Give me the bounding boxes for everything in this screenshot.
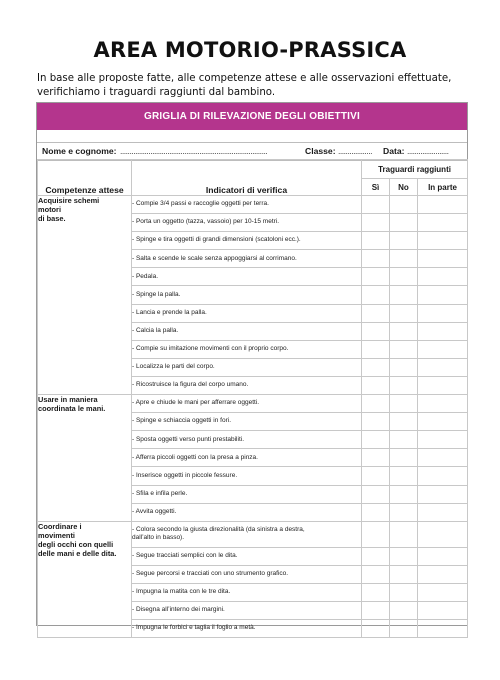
check-cell-no[interactable] bbox=[390, 449, 418, 467]
indicator-cell: - Localizza le parti del corpo. bbox=[132, 358, 362, 376]
check-cell-no[interactable] bbox=[390, 376, 418, 394]
indicator-cell: - Segue tracciati semplici con le dita. bbox=[132, 547, 362, 565]
indicator-cell bbox=[132, 521, 362, 547]
check-cell-in-parte[interactable] bbox=[418, 376, 468, 394]
check-cell-si[interactable] bbox=[362, 250, 390, 268]
indicator-cell: - Afferra piccoli oggetti con la presa a pinza. bbox=[132, 449, 362, 467]
header-in-parte: In parte bbox=[418, 179, 468, 196]
name-label: Nome e cognome: bbox=[42, 146, 117, 156]
competence-line: di base. bbox=[38, 214, 66, 223]
check-cell-no[interactable] bbox=[390, 521, 418, 547]
check-cell-si[interactable] bbox=[362, 467, 390, 485]
check-cell-in-parte[interactable] bbox=[418, 565, 468, 583]
table-row bbox=[38, 196, 468, 214]
competence-cell bbox=[38, 395, 132, 522]
intro-line: In base alle proposte fatte, alle competenze attese e alle osservazioni effettuate, bbox=[37, 73, 452, 84]
page-title: AREA MOTORIO-PRASSICA bbox=[93, 38, 407, 62]
check-cell-si[interactable] bbox=[362, 268, 390, 286]
check-cell-si[interactable] bbox=[362, 485, 390, 503]
indicator-cell: - Compie 3/4 passi e raccoglie oggetti per terra. bbox=[132, 196, 362, 214]
check-cell-in-parte[interactable] bbox=[418, 449, 468, 467]
check-cell-no[interactable] bbox=[390, 250, 418, 268]
intro-line: verifichiamo i traguardi raggiunti dal bambino. bbox=[37, 87, 276, 98]
check-cell-si[interactable] bbox=[362, 286, 390, 304]
check-cell-no[interactable] bbox=[390, 214, 418, 232]
check-cell-in-parte[interactable] bbox=[418, 214, 468, 232]
competence-line: motori bbox=[38, 205, 61, 214]
competence-cell bbox=[38, 521, 132, 637]
table-row bbox=[38, 395, 468, 413]
competence-line: Usare in maniera bbox=[38, 395, 98, 405]
check-cell-no[interactable] bbox=[390, 413, 418, 431]
check-cell-in-parte[interactable] bbox=[418, 395, 468, 413]
intro-text bbox=[37, 72, 477, 100]
indicator-cell: - Spinge la palla. bbox=[132, 286, 362, 304]
check-cell-in-parte[interactable] bbox=[418, 250, 468, 268]
competence-line: Coordinare i bbox=[38, 521, 82, 531]
check-cell-si[interactable] bbox=[362, 322, 390, 340]
indicator-cell: - Sfila e infila perle. bbox=[132, 485, 362, 503]
grid-banner: GRIGLIA DI RILEVAZIONE DEGLI OBIETTIVI bbox=[37, 103, 467, 130]
check-cell-no[interactable] bbox=[390, 620, 418, 638]
indicator-cell: - Ricostruisce la figura del corpo umano. bbox=[132, 376, 362, 394]
check-cell-in-parte[interactable] bbox=[418, 503, 468, 521]
check-cell-in-parte[interactable] bbox=[418, 620, 468, 638]
check-cell-si[interactable] bbox=[362, 196, 390, 214]
competence-line: delle mani e delle dita. bbox=[38, 548, 117, 558]
check-cell-si[interactable] bbox=[362, 413, 390, 431]
check-cell-no[interactable] bbox=[390, 232, 418, 250]
indicator-cell: - Inserisce oggetti in piccole fessure. bbox=[132, 467, 362, 485]
header-competences: Competenze attese bbox=[38, 160, 132, 196]
name-field[interactable]: .............................................................................. bbox=[120, 146, 268, 156]
objectives-table bbox=[37, 159, 468, 638]
competence-line: movimenti bbox=[38, 530, 75, 540]
indicator-cell: - Spinge e tira oggetti di grandi dimensioni (scatoloni ecc.). bbox=[132, 232, 362, 250]
check-cell-no[interactable] bbox=[390, 547, 418, 565]
check-cell-no[interactable] bbox=[390, 485, 418, 503]
check-cell-no[interactable] bbox=[390, 565, 418, 583]
check-cell-no[interactable] bbox=[390, 358, 418, 376]
indicator-cell: - Salta e scende le scale senza appoggiarsi al corrimano. bbox=[132, 250, 362, 268]
check-cell-si[interactable] bbox=[362, 232, 390, 250]
indicator-line: dall’alto in basso). bbox=[132, 534, 185, 542]
indicator-cell: - Spinge e schiaccia oggetti in fori. bbox=[132, 413, 362, 431]
indicator-cell: - Avvita oggetti. bbox=[132, 503, 362, 521]
check-cell-si[interactable] bbox=[362, 565, 390, 583]
competence-line: degli occhi con quelli bbox=[38, 539, 114, 549]
indicator-cell: - Impugna le forbici e taglia il foglio a metà. bbox=[132, 620, 362, 638]
indicator-line: - Colora secondo la giusta direzionalità (da sinistra a destra, bbox=[132, 525, 305, 533]
indicator-cell: - Disegna all’interno dei margini. bbox=[132, 601, 362, 619]
check-cell-in-parte[interactable] bbox=[418, 521, 468, 547]
header-si: Sì bbox=[362, 179, 390, 196]
header-traguardi: Traguardi raggiunti bbox=[362, 160, 468, 179]
check-cell-no[interactable] bbox=[390, 467, 418, 485]
check-cell-in-parte[interactable] bbox=[418, 601, 468, 619]
check-cell-no[interactable] bbox=[390, 268, 418, 286]
indicator-cell: - Calcia la palla. bbox=[132, 322, 362, 340]
check-cell-si[interactable] bbox=[362, 620, 390, 638]
check-cell-no[interactable] bbox=[390, 196, 418, 214]
check-cell-si[interactable] bbox=[362, 449, 390, 467]
check-cell-no[interactable] bbox=[390, 583, 418, 601]
table-row bbox=[38, 521, 468, 547]
check-cell-in-parte[interactable] bbox=[418, 304, 468, 322]
check-cell-in-parte[interactable] bbox=[418, 547, 468, 565]
check-cell-si[interactable] bbox=[362, 304, 390, 322]
check-cell-no[interactable] bbox=[390, 601, 418, 619]
check-cell-si[interactable] bbox=[362, 503, 390, 521]
check-cell-si[interactable] bbox=[362, 431, 390, 449]
check-cell-in-parte[interactable] bbox=[418, 232, 468, 250]
indicator-cell: - Impugna la matita con le tre dita. bbox=[132, 583, 362, 601]
objectives-grid bbox=[36, 102, 468, 632]
header-no: No bbox=[390, 179, 418, 196]
indicator-cell: - Lancia e prende la palla. bbox=[132, 304, 362, 322]
check-cell-no[interactable] bbox=[390, 286, 418, 304]
header-indicators: Indicatori di verifica bbox=[132, 160, 362, 196]
check-cell-no[interactable] bbox=[390, 503, 418, 521]
check-cell-in-parte[interactable] bbox=[418, 286, 468, 304]
indicator-cell: - Sposta oggetti verso punti prestabiliti. bbox=[132, 431, 362, 449]
indicator-cell: - Compie su imitazione movimenti con il proprio corpo. bbox=[132, 340, 362, 358]
competence-line: Acquisire schemi bbox=[38, 196, 100, 205]
indicator-cell: - Segue percorsi e tracciati con uno strumento grafico. bbox=[132, 565, 362, 583]
check-cell-in-parte[interactable] bbox=[418, 268, 468, 286]
check-cell-si[interactable] bbox=[362, 583, 390, 601]
grid-body bbox=[38, 196, 468, 638]
date-label: Data: bbox=[383, 146, 405, 156]
check-cell-in-parte[interactable] bbox=[418, 485, 468, 503]
competence-cell bbox=[38, 196, 132, 395]
check-cell-si[interactable] bbox=[362, 214, 390, 232]
indicator-cell: - Porta un oggetto (tazza, vassoio) per 10-15 metri. bbox=[132, 214, 362, 232]
check-cell-in-parte[interactable] bbox=[418, 467, 468, 485]
check-cell-no[interactable] bbox=[390, 395, 418, 413]
check-cell-no[interactable] bbox=[390, 322, 418, 340]
date-field[interactable]: ...................... bbox=[407, 146, 449, 156]
competence-line: coordinata le mani. bbox=[38, 404, 106, 414]
check-cell-si[interactable] bbox=[362, 547, 390, 565]
check-cell-si[interactable] bbox=[362, 376, 390, 394]
class-label: Classe: bbox=[305, 146, 336, 156]
check-cell-in-parte[interactable] bbox=[418, 322, 468, 340]
check-cell-si[interactable] bbox=[362, 601, 390, 619]
check-cell-in-parte[interactable] bbox=[418, 583, 468, 601]
check-cell-si[interactable] bbox=[362, 521, 390, 547]
indicator-cell: - Pedala. bbox=[132, 268, 362, 286]
check-cell-si[interactable] bbox=[362, 358, 390, 376]
check-cell-no[interactable] bbox=[390, 340, 418, 358]
check-cell-si[interactable] bbox=[362, 395, 390, 413]
check-cell-in-parte[interactable] bbox=[418, 358, 468, 376]
indicator-cell: - Apre e chiude le mani per afferrare oggetti. bbox=[132, 395, 362, 413]
check-cell-si[interactable] bbox=[362, 340, 390, 358]
check-cell-no[interactable] bbox=[390, 304, 418, 322]
check-cell-in-parte[interactable] bbox=[418, 413, 468, 431]
check-cell-no[interactable] bbox=[390, 431, 418, 449]
check-cell-in-parte[interactable] bbox=[418, 196, 468, 214]
class-field[interactable]: .................. bbox=[338, 146, 372, 156]
check-cell-in-parte[interactable] bbox=[418, 431, 468, 449]
check-cell-in-parte[interactable] bbox=[418, 340, 468, 358]
